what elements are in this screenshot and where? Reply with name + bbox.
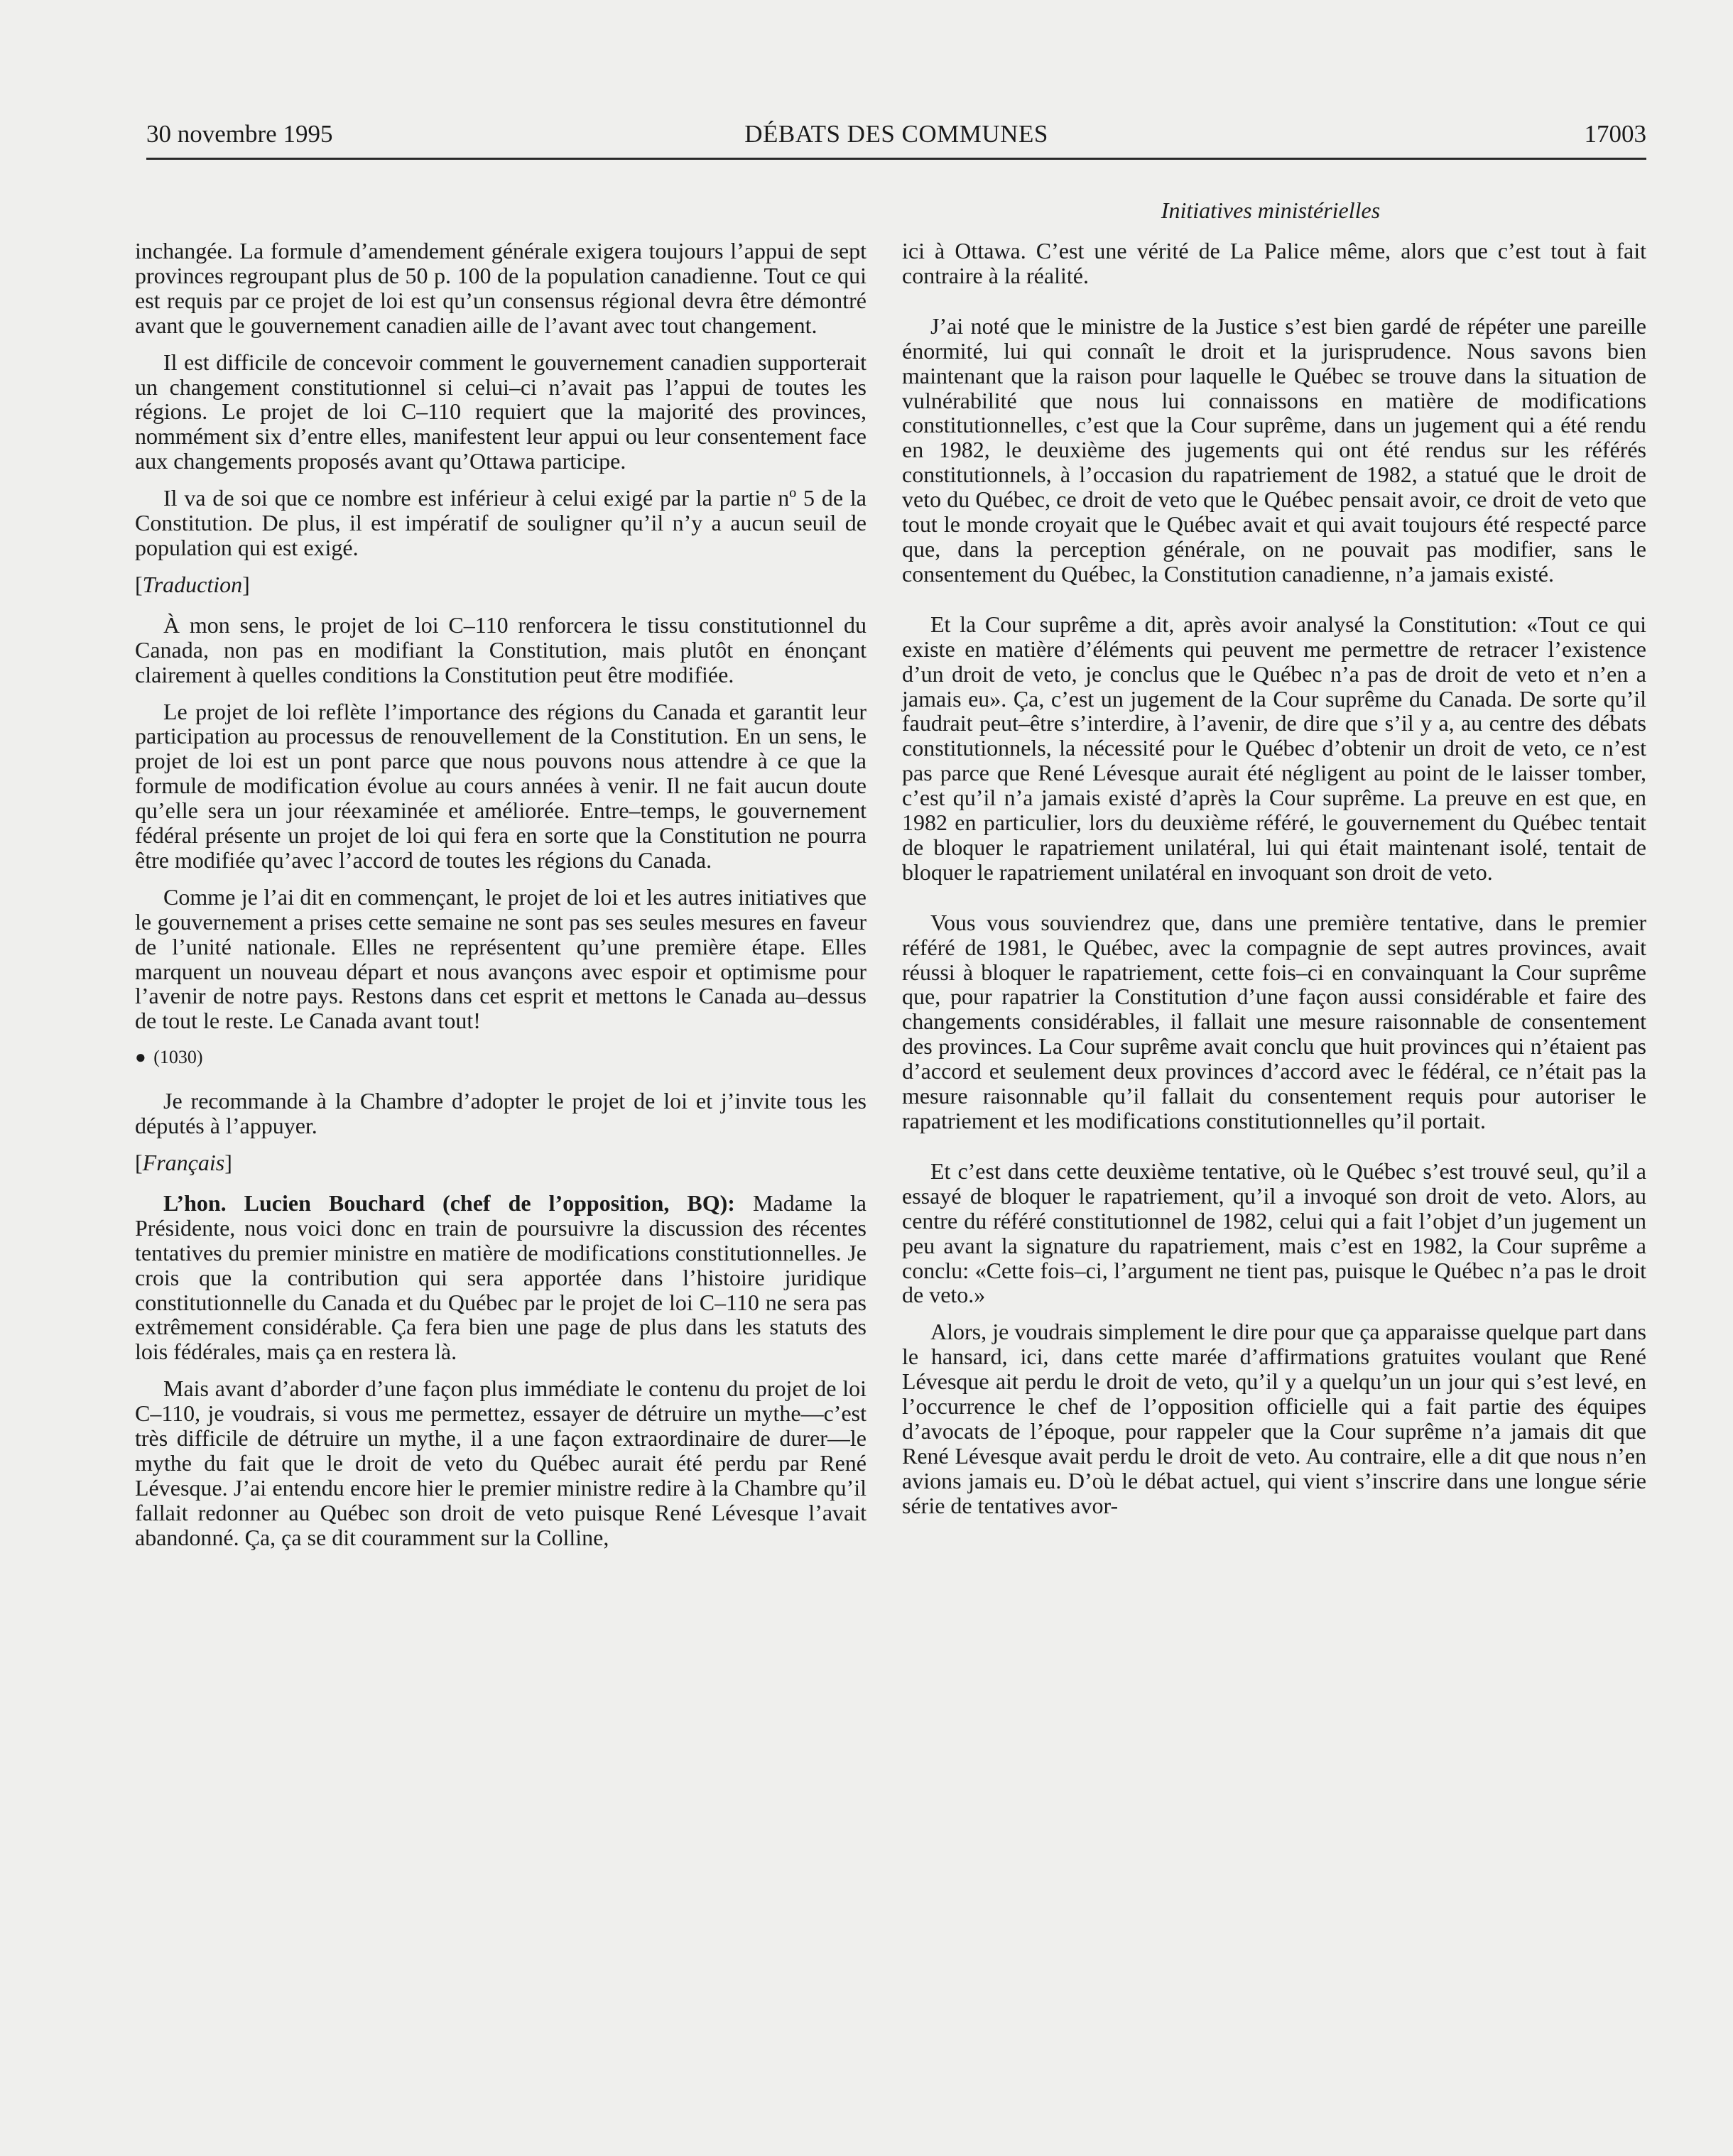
speech-text: Madame la Présidente, nous voici donc en train de poursuivre la discussion des récentes tentatives du premier ministre en matière de modifications constitutionnelles. Je crois que la contribution qui sera apportée dans l’histoire juridique constitutionnelle du Canada et du Québec par le projet de loi C–110 ne sera pas extrêmement considérable. Ça fera bien une page de plus dans les statuts des lois fédérales, mais ça en restera là. [135, 1189, 867, 1365]
paragraph: inchangée. La formule d’amendement générale exigera toujours l’appui de sept provinces regroupant plus de 50 p. 100 de la population canadienne. Tout ce qui est requis par ce projet de loi est qu’un consensus régional devra être démontré avant que le gouvernement canadien aille de l’avant avec tout changement. [135, 238, 867, 338]
language-tag: [Français] [135, 1150, 232, 1175]
header-page-number: 17003 [1584, 120, 1646, 148]
time-marker [135, 1045, 867, 1070]
section-label: Initiatives ministérielles [1161, 197, 1381, 223]
header-date: 30 novembre 1995 [146, 120, 333, 148]
paragraph: Alors, je voudrais simplement le dire pour que ça apparaisse quelque part dans le hansard, ici, dans cette marée d’affirmations gratuites voulant que René Lévesque ait perdu le droit de veto, qu’il y a quelqu’un un jour qui s’est levé, en l’occurrence le chef de l’opposition officielle qui a fait partie des équipes d’avocats de l’époque, pour rappeler que la Cour suprême n’a jamais dit que René Lévesque avait perdu le droit de veto. Au contraire, elle a dit que nous n’en avions jamais eu. D’où le débat actuel, qui vient s’inscrire dans une longue série série de tentatives avor- [902, 1319, 1646, 1518]
header-journal-title: DÉBATS DES COMMUNES [744, 120, 1048, 148]
paragraph: ici à Ottawa. C’est une vérité de La Palice même, alors que c’est tout à fait contraire à la réalité. [902, 238, 1646, 288]
paragraph: Il est difficile de concevoir comment le gouvernement canadien supporterait un changement constitutionnel si celui–ci n’avait pas l’appui de toutes les régions. Le projet de loi C–110 requiert que la majorité des provinces, nommément six d’entre elles, manifestent leur appui ou leur consentement face aux changements proposés avant qu’Ottawa participe. [135, 349, 867, 474]
paragraph: Vous vous souviendrez que, dans une première tentative, dans le premier référé de 1981, le Québec, avec la compagnie de sept autres provinces, avait réussi à bloquer le rapatriement, cette fois–ci en convainquant la Cour suprême que, pour rapatrier la Constitution d’une façon aussi considérable et faire des changements considérables, il fallait une mesure raisonnable de consentement des provinces. La Cour suprême avait conclu que huit provinces qui n’étaient pas d’accord et seulement deux provinces d’accord avec le fédéral, ce n’était pas la mesure raisonnable qu’il fallait du consentement requis pour autoriser le rapatriement et les modifications constitutionnelles qu’il portait. [902, 909, 1646, 1133]
paragraph: Je recommande à la Chambre d’adopter le projet de loi et j’invite tous les députés à l’appuyer. [135, 1088, 867, 1139]
bullet-icon: ● [135, 1047, 146, 1068]
left-column [135, 239, 867, 1562]
paragraph: Et la Cour suprême a dit, après avoir analysé la Constitution: «Tout ce qui existe en matière d’éléments qui peuvent me permettre de retracer l’existence d’un droit de veto, je conclus que le Québec n’a pas de droit de veto et n’en a jamais eu». Ça, c’est un jugement de la Cour suprême du Canada. De sorte qu’il faudrait peut–être s’interdire, à l’avenir, de dire que s’il y a, au centre des débats constitutionnels, la nécessité pour le Québec d’obtenir un droit de veto, ce n’est pas parce que René Lévesque aurait été négligent au point de le laisser tomber, c’est qu’il n’a jamais existé d’après la Cour suprême. La preuve en est que, en 1982 en particulier, lors du deuxième référé, le gouvernement du Québec tentait de bloquer le rapatriement unilatéral, lui qui était maintenant isolé, tentait de bloquer le rapatriement unilatéral en invoquant son droit de veto. [902, 611, 1646, 885]
paragraph: J’ai noté que le ministre de la Justice s’est bien gardé de répéter une pareille énormité, lui qui connaît le droit et la jurisprudence. Nous savons bien maintenant que la raison pour laquelle le Québec se trouve dans la situation de vulnérabilité que nous lui connaissons en matière de modifications constitutionnelles, c’est que la Cour suprême, dans un jugement qui a été rendu en 1982, le deuxième des jugements qui ont été rendus sur les référés constitutionnels, à l’occasion du rapatriement de 1982, a statué que le droit de veto du Québec, ce droit de veto que le Québec pensait avoir, ce droit de veto que tout le monde croyait que le Québec avait et qui avait toujours été respecté parce que, dans la perception générale, on ne pouvait pas modifier, sans le consentement du Québec, la Constitution canadienne, n’a jamais existé. [902, 312, 1646, 587]
translation-tag: [Traduction] [135, 571, 250, 597]
paragraph: Et c’est dans cette deuxième tentative, où le Québec s’est trouvé seul, qu’il a essayé de bloquer le rapatriement, qu’il a invoqué son droit de veto. Alors, au centre du référé constitutionnel de 1982, celui qui a fait l’objet d’un jugement un peu avant la signature du rapatriement, mais c’est en 1982, la Cour suprême a conclu: «Cette fois–ci, l’argument ne tient pas, puisque le Québec n’a pas le droit de veto.» [902, 1158, 1646, 1308]
paragraph: Le projet de loi reflète l’importance des régions du Canada et garantit leur participation au processus de renouvellement de la Constitution. En un sens, le projet de loi est un pont parce que nous pouvons nous attendre à ce que la formule de modification évolue au cours années à venir. Il ne fait aucun doute qu’elle sera un jour réexaminée et améliorée. Entre–temps, le gouvernement fédéral présente un projet de loi qui fera en sorte que la Constitution ne pourra être modifiée qu’avec l’accord de toutes les régions du Canada. [135, 698, 867, 873]
translation-tag-text: Traduction [142, 571, 243, 597]
paragraph: À mon sens, le projet de loi C–110 renforcera le tissu constitutionnel du Canada, non pas en modifiant la Constitution, mais plutôt en énonçant clairement à quelles conditions la Constitution peut être modifiée. [135, 611, 867, 687]
paragraph: Il va de soi que ce nombre est inférieur à celui exigé par la partie nº 5 de la Constitution. De plus, il est impératif de souligner qu’il n’y a aucun seuil de population qui est exigé. [135, 485, 867, 560]
paragraph: Comme je l’ai dit en commençant, le projet de loi et les autres initiatives que le gouvernement a prises cette semaine ne sont pas ses seules mesures en faveur de l’unité nationale. Elles ne représentent qu’une première étape. Elles marquent un nouveau départ et nous avançons avec espoir et optimisme pour l’avenir de notre pays. Restons dans cet esprit et mettons le Canada au–dessus de tout le reste. Le Canada avant tout! [135, 883, 867, 1034]
right-column [902, 239, 1646, 1530]
speech-paragraph [135, 1191, 867, 1364]
time-marker-text: (1030) [153, 1047, 203, 1068]
language-tag-text: Français [142, 1150, 225, 1175]
paragraph: Mais avant d’aborder d’une façon plus immédiate le contenu du projet de loi C–110, je voudrais, si vous me permettez, essayer de détruire un mythe—c’est très difficile de détruire un mythe, il a une façon extraordinaire de durer—le mythe du fait que le droit de veto du Québec aurait été perdu par René Lévesque. J’ai entendu encore hier le premier ministre redire à la Chambre qu’il fallait redonner au Québec son droit de veto puisque René Lévesque l’avait abandonné. Ça, ça se dit couramment sur la Colline, [135, 1376, 867, 1550]
speaker-name: L’hon. Lucien Bouchard (chef de l’opposition, BQ): [163, 1189, 735, 1216]
page-header [146, 111, 1646, 160]
